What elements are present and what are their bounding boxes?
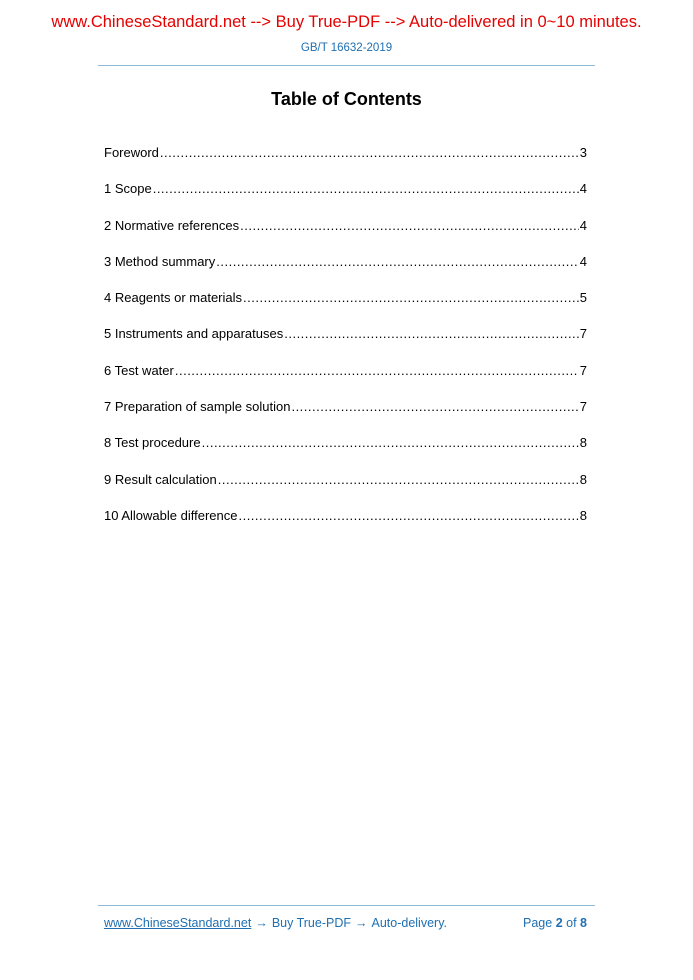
toc-entry-test-water[interactable]: [104, 363, 587, 399]
toc-entry-result-calculation[interactable]: [104, 472, 587, 508]
toc-leader-dots: [238, 508, 578, 523]
toc-entry-page: 5: [579, 290, 587, 306]
toc-leader-dots: [291, 399, 578, 414]
footer-buy-text: Buy True-PDF: [271, 916, 351, 930]
total-pages-number: 8: [580, 916, 587, 930]
toc-entry-label: 9 Result calculation: [104, 471, 217, 487]
toc-entry-label: 6 Test water: [104, 362, 174, 378]
toc-entry-normative-references[interactable]: [104, 218, 587, 254]
toc-entry-label: 10 Allowable difference: [104, 507, 238, 523]
toc-title: Table of Contents: [271, 89, 422, 109]
arrow-right-icon: →: [255, 916, 268, 930]
toc-entry-page: 7: [579, 362, 587, 378]
header-divider: [98, 65, 595, 66]
toc-leader-dots: [240, 218, 579, 233]
toc-entry-page: 4: [579, 253, 587, 269]
toc-leader-dots: [218, 472, 579, 487]
toc-leader-dots: [243, 290, 579, 305]
toc-entry-label: Foreword: [104, 145, 159, 160]
toc-entry-label: 7 Preparation of sample solution: [104, 399, 291, 415]
promo-banner[interactable]: www.ChineseStandard.net --> Buy True-PDF --> Auto-delivered in 0~10 minutes.: [51, 13, 642, 31]
toc-entry-instruments[interactable]: [104, 326, 587, 362]
toc-entry-page: 8: [579, 435, 587, 451]
toc-list: [104, 145, 587, 544]
footer-divider: [98, 905, 595, 906]
toc-entry-label: 1 Scope: [104, 181, 152, 197]
toc-entry-label: 8 Test procedure: [104, 435, 201, 451]
toc-entry-sample-preparation[interactable]: [104, 399, 587, 435]
toc-entry-scope[interactable]: [104, 181, 587, 217]
page-word: Page: [523, 916, 553, 930]
toc-entry-page: 4: [579, 181, 587, 197]
toc-entry-page: 8: [579, 471, 587, 487]
page-footer: [104, 916, 587, 930]
toc-leader-dots: [160, 145, 579, 160]
toc-entry-label: 4 Reagents or materials: [104, 290, 243, 306]
toc-entry-allowable-difference[interactable]: [104, 508, 587, 544]
toc-leader-dots: [175, 363, 579, 378]
toc-leader-dots: [153, 181, 579, 196]
toc-entry-page: 8: [579, 507, 587, 523]
toc-entry-test-procedure[interactable]: [104, 435, 587, 471]
toc-entry-label: 3 Method summary: [104, 253, 216, 269]
toc-entry-reagents[interactable]: [104, 290, 587, 326]
toc-entry-label: 2 Normative references: [104, 217, 240, 233]
toc-entry-page: 4: [579, 217, 587, 233]
footer-site-link[interactable]: www.ChineseStandard.net: [104, 916, 252, 930]
footer-delivery-text: Auto-delivery.: [371, 916, 447, 930]
page-indicator: [523, 916, 587, 930]
standard-code: GB/T 16632-2019: [300, 42, 393, 54]
toc-entry-foreword[interactable]: [104, 145, 587, 181]
toc-leader-dots: [202, 435, 579, 450]
arrow-right-icon: →: [355, 916, 368, 930]
of-word: of: [566, 916, 577, 930]
toc-entry-page: 7: [579, 399, 587, 415]
footer-promo: [104, 916, 447, 930]
toc-leader-dots: [216, 254, 579, 269]
toc-leader-dots: [284, 326, 579, 341]
toc-entry-label: 5 Instruments and apparatuses: [104, 326, 284, 342]
toc-entry-page: 7: [579, 326, 587, 342]
toc-entry-method-summary[interactable]: [104, 254, 587, 290]
toc-entry-page: 3: [579, 145, 587, 160]
current-page-number: 2: [555, 916, 563, 930]
